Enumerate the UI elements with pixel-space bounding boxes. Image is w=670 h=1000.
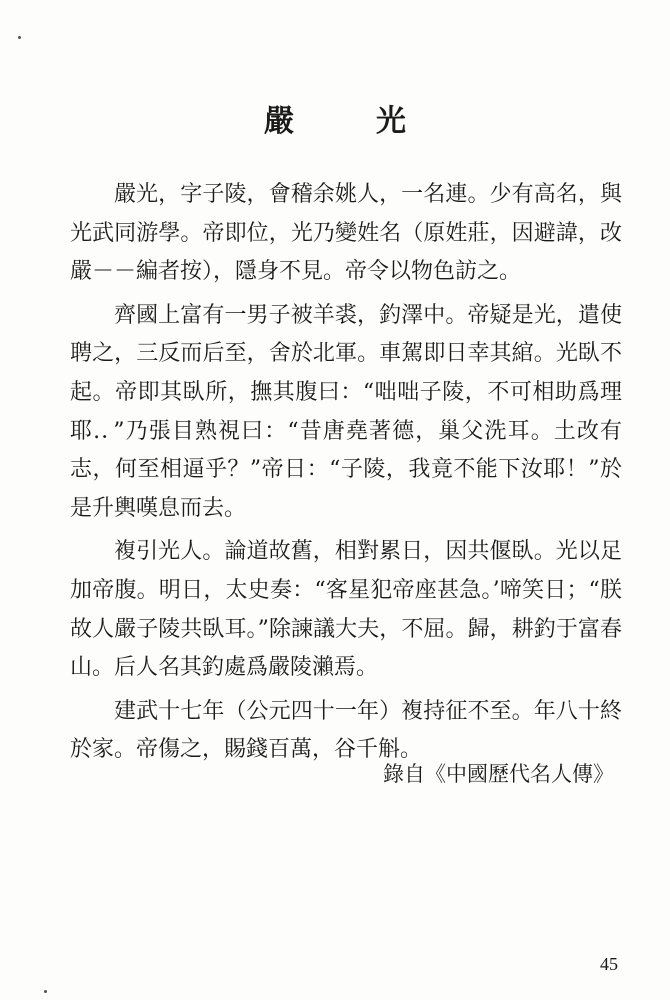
page-number: 45 [600,954,618,974]
article-body [70,176,622,775]
paragraph-1: 嚴光，字子陵，會稽余姚人，一名連。少有高名，與光武同游學。帝即位，光乃變姓名（原姓莊，因避諱，改嚴－－編者按），隱身不見。帝令以物色訪之。 [70,182,622,285]
paragraph-4: 建武十七年（公元四十一年）複持征不至。年八十終於家。帝傷之，賜錢百萬，谷千斛。 [70,698,622,763]
paragraph-3: 複引光人。論道故舊，相對累日，因共偃臥。光以足加帝腹。明日，太史奏：“客星犯帝座甚急。’啼笑日；“朕故人嚴子陵共臥耳。”除諫議大夫，不屈。歸，耕釣于富春山。后人名其釣處爲嚴陵瀨焉。 [70,539,622,681]
source-citation: 錄自《中國歷代名人傳》 [383,762,614,786]
paragraph-2: 齊國上富有一男子被羊裘，釣澤中。帝疑是光，遣使聘之，三反而后至，舍於北軍。車駕即日幸其綰。光臥不起。帝即其臥所，撫其腹曰：“咄咄子陵，不可相助爲理耶.．”乃張目熟視曰：“昔唐堯著德，巢父洗耳。土改有志，何至相逼乎？”帝日：“子陵，我竟不能下汝耶！”於是升輿嘆息而去。 [70,302,622,521]
scan-speck [44,990,47,993]
article-title: 嚴 光 [264,104,432,139]
scan-speck [18,36,21,39]
